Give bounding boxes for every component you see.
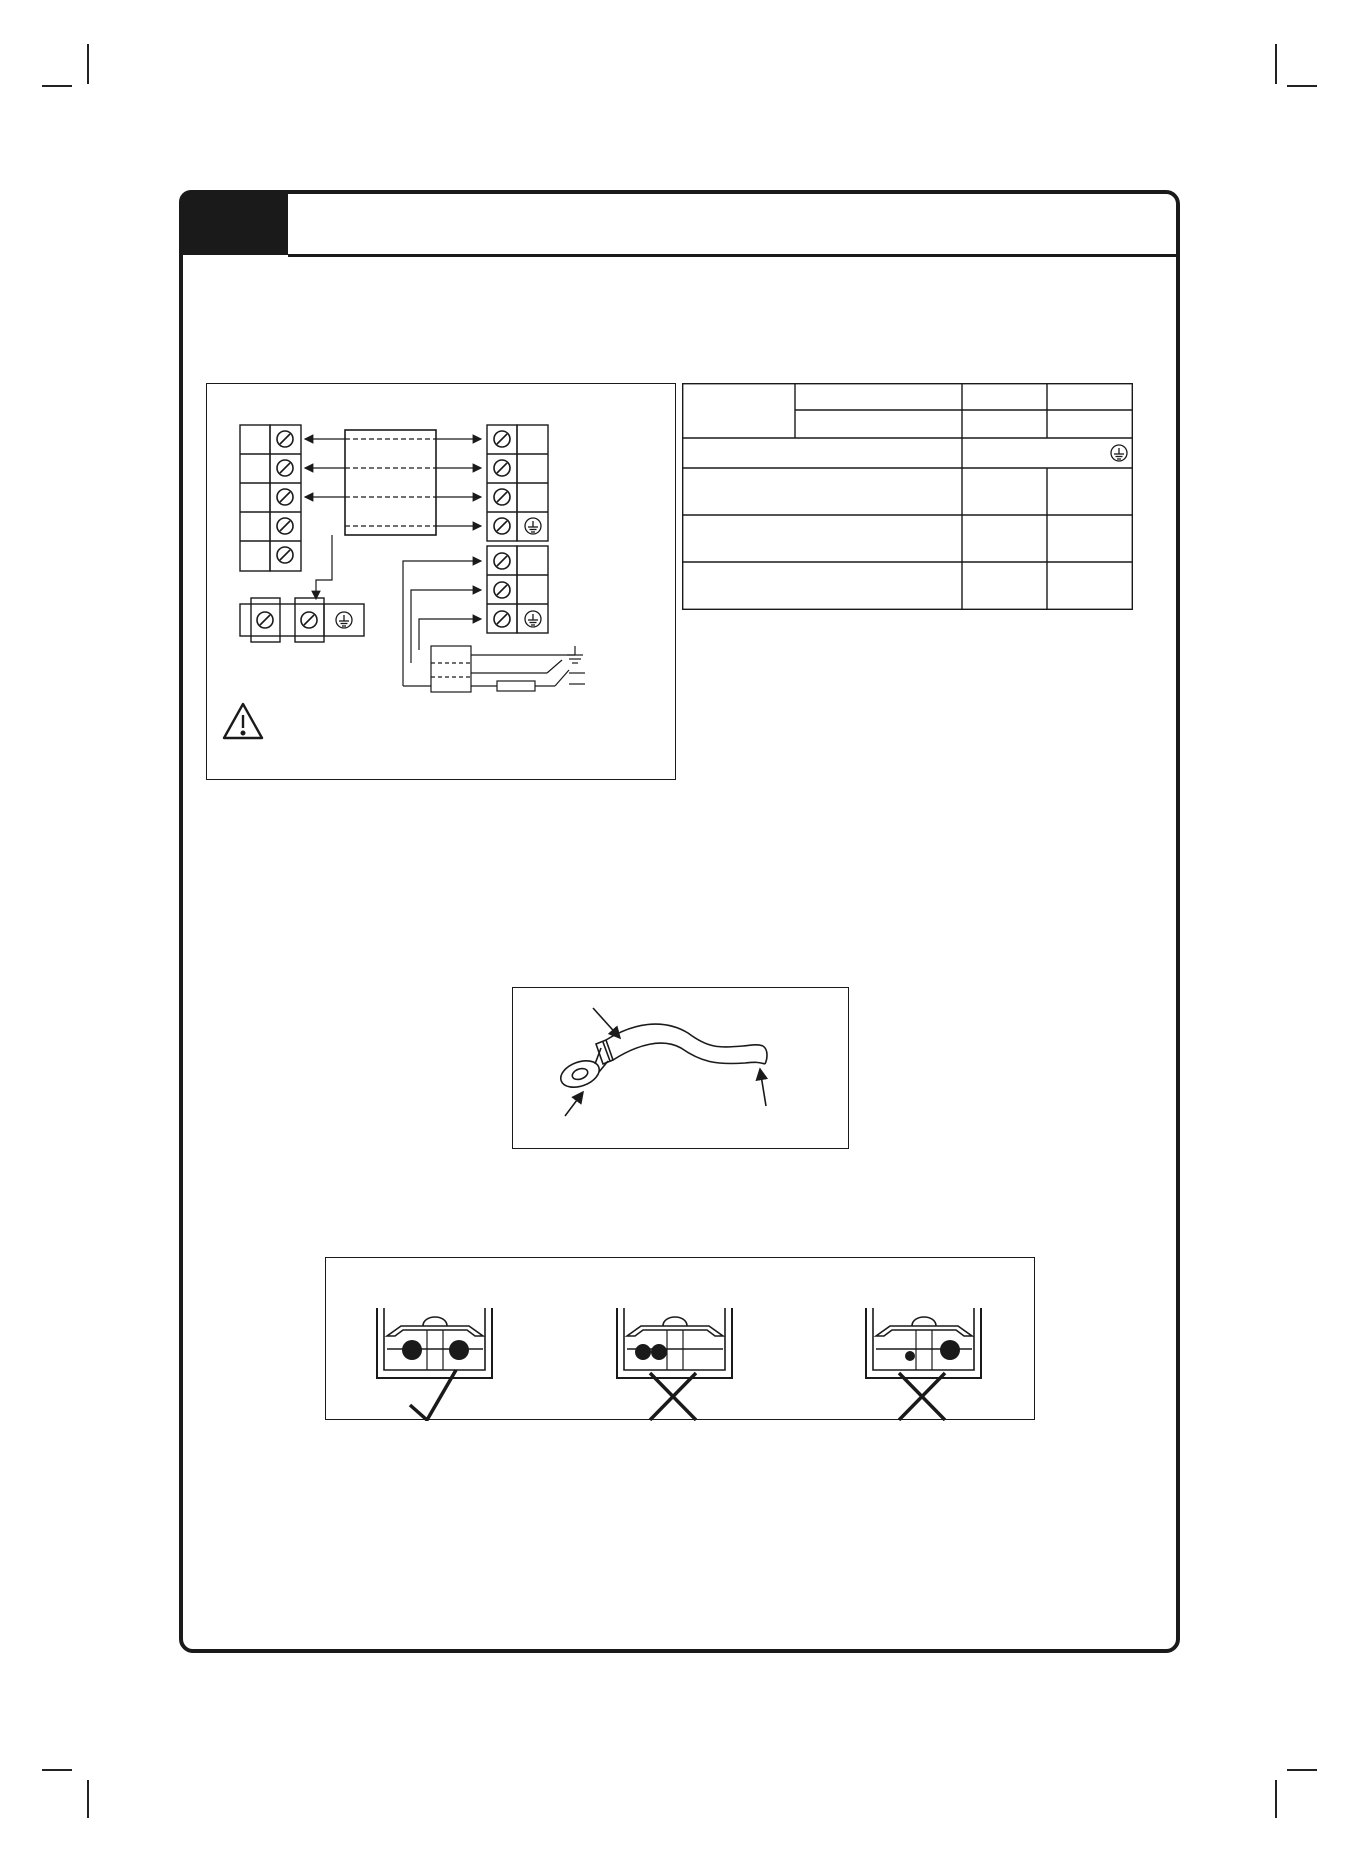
wiring-diagram-drawing: [207, 384, 677, 781]
power-terminal-block: [487, 546, 548, 633]
outdoor-terminal-block: [487, 425, 548, 541]
cross-mark-icon: [650, 1373, 696, 1420]
indoor-terminal-block: [240, 425, 301, 571]
crop-mark-top-right-h: [1287, 85, 1317, 87]
correct-example: [377, 1308, 492, 1420]
cross-mark-icon: [899, 1373, 945, 1420]
ground-symbol-icon: [1111, 445, 1127, 461]
header-rule: [288, 254, 1180, 257]
terminal-connection-examples: [325, 1257, 1035, 1420]
breaker-terminal-block: [240, 598, 364, 642]
crop-mark-top-right-v: [1275, 44, 1277, 84]
connection-cable-box: [345, 430, 436, 535]
wiring-diagram: [206, 383, 676, 780]
section-tab: [179, 190, 288, 255]
wire-spec-table: [682, 383, 1133, 610]
warning-triangle-icon: [224, 704, 262, 738]
incorrect-example-two-wires: [617, 1308, 732, 1420]
crop-mark-bottom-right-h: [1287, 1769, 1317, 1771]
crop-mark-bottom-right-v: [1275, 1780, 1277, 1818]
incorrect-example-mixed-sizes: [866, 1308, 981, 1420]
ground-icon: [567, 646, 583, 663]
ring-terminal-figure: [512, 987, 849, 1149]
crop-mark-top-left-v: [87, 44, 89, 84]
crop-mark-bottom-left-v: [87, 1780, 89, 1818]
crop-mark-top-left-h: [42, 85, 72, 87]
crop-mark-bottom-left-h: [42, 1769, 72, 1771]
